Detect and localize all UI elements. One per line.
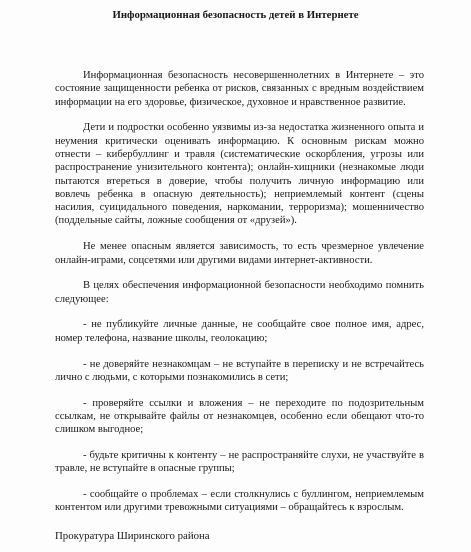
document-title: Информационная безопасность детей в Интернете [112, 9, 359, 21]
rule-report: - сообщайте о проблемах – если столкнулись с буллингом, неприемлемым контентом или другими тревожными ситуациями – обращайтесь к взрослым. [55, 489, 424, 514]
document-body [55, 69, 424, 527]
paragraph-risks: Дети и подростки особенно уязвимы из-за недостатка жизненного опыта и неумения критически оценивать информацию. К основным рискам можно отнести – кибербуллинг и травля (систематические оскорбления, угрозы или распространение унизительного контента); онлайн-хищники (незнакомые люди пытаются втереться в доверие, чтобы получить личную информацию или вовлечь ребенка в опасную деятельность); неприемлемый контент (сцены насилия, суицидального поведения, наркомании, терроризма); мошенничество (поддельные сайты, ложные сообщения от «друзей»). [55, 122, 424, 227]
paragraph-rules-intro: В целях обеспечения информационной безопасности необходимо помнить следующее: [55, 280, 424, 305]
paragraph-addiction: Не менее опасным является зависимость, то есть чрезмерное увлечение онлайн-играми, соцсетями или другими видами интернет-активности. [55, 241, 424, 266]
rule-personal-data: - не публикуйте личные данные, не сообщайте свое полное имя, адрес, номер телефона, название школы, геолокацию; [55, 319, 424, 344]
rule-content: - будьте критичны к контенту – не распространяйте слухи, не участвуйте в травле, не вступайте в опасные группы; [55, 450, 424, 475]
paragraph-definition: Информационная безопасность несовершеннолетних в Интернете – это состояние защищенности ребенка от рисков, связанных с вредным воздействием информации на его здоровье, физическое, духовное и нравственное развитие. [55, 70, 424, 108]
rule-strangers: - не доверяйте незнакомцам – не вступайте в переписку и не встречайтесь лично с людьми, с которыми познакомились в сети; [55, 358, 424, 383]
rule-links: - проверяйте ссылки и вложения – не переходите по подозрительным ссылкам, не открывайте файлы от незнакомцев, особенно если обещают что-то слишком выгодное; [55, 397, 424, 436]
document-signature: Прокуратура Ширинского района [55, 530, 210, 542]
